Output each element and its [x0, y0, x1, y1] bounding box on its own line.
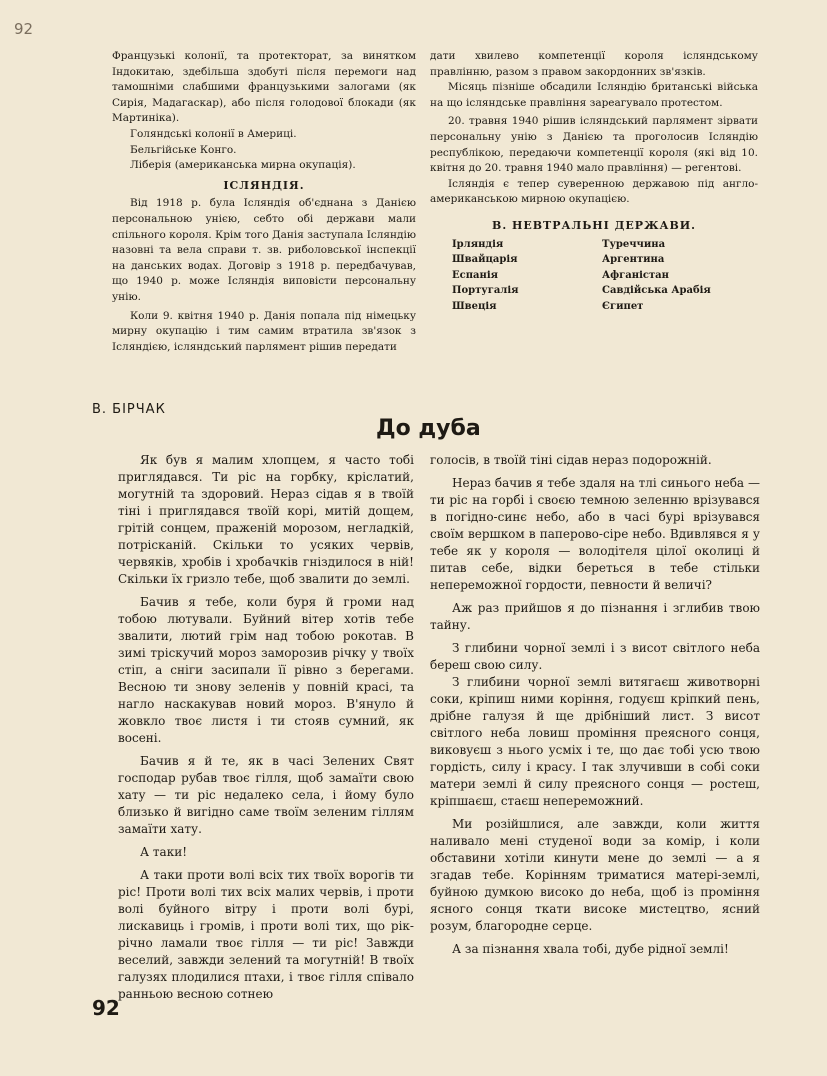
- liberia-line: Ліберія (американська мирна окупація).: [130, 159, 356, 172]
- country-item: Афганістан: [602, 269, 669, 281]
- top-right-column: [430, 49, 758, 315]
- story-paragraph: А таки!: [140, 845, 188, 859]
- iceland-heading: ІСЛЯНДІЯ.: [223, 178, 305, 192]
- story-paragraph: Нераз бачив я тебе здаля на тлі синього неба — ти ріс на горбі і своєю темною зеленню врізувався в погідно-синє небо, або в часі бурі врізувався своїм вершком в паперово-сіре небо. Вдивлявся я у тебе як у короля — володітеля цілої околиці й питав себе, відки береться в тебе стільки непереможної гордости, певности й величі?: [430, 476, 760, 592]
- story-author: В. БІРЧАК: [92, 402, 166, 417]
- neutral-states-heading: В. НЕВТРАЛЬНІ ДЕРЖАВИ.: [492, 218, 696, 232]
- country-item: Еспанія: [452, 269, 499, 281]
- iceland-paragraph-1: Від 1918 р. була Ісляндія об'єднана з Данією персональною унією, себто обі держави мали спільного короля. Крім того Данія заступала Ісляндію назовні та вела справи т. зв. риболовської інспекції на данських водах. Договір з 1918 р. передбачував, що 1940 р. може Ісляндія виповісти персональну унію.: [112, 197, 416, 303]
- page-number: 92: [92, 996, 120, 1020]
- story-paragraph: А за пізнання хвала тобі, дубе рідної землі!: [452, 942, 729, 956]
- story-paragraph: З глибини чорної землі витягаєш животворні соки, кріпиш ними коріння, годуєш кріпкий пень, дрібне галузя й ще дрібніший лист. З висот світлого неба ловиш проміння преясного сонця, виковуєш з нього усміх і те, що дає тобі усю твою гордість, силу і красу. І так злучивши в собі соки матери землі й силу преясного сонця — ростеш, кріпшаєш, стаєш непереможний.: [430, 675, 760, 808]
- country-item: Швеція: [452, 300, 497, 312]
- continued-paragraph: дати хвилево компетенції короля ісляндському правлінню, разом з правом закордонних зв'язків.: [430, 50, 758, 78]
- story-paragraph: Аж раз прийшов я до пізнання і зглибив твою тайну.: [430, 601, 760, 632]
- story-paragraph: Бачив я й те, як в часі Зелених Свят господар рубав твоє гілля, щоб замаїти свою хату — ти ріс недалеко села, і йому було близько й вигідно саме твоїм зеленим гіллям замаїти хату.: [118, 754, 414, 836]
- story-paragraph: А таки проти волі всіх тих твоїх ворогів ти ріс! Проти волі тих всіх малих червів, і проти волі буйного вітру і проти волі бурі, лискавиць і громів, і проти волі тих, що рік-річно ламали твоє гілля — ти ріс! Завжди веселий, завжди зелений та могутній! В твоїх галузях плодилися птахи, і твоє гілля співало ранньою весною сотнею: [118, 868, 414, 1001]
- story-paragraph: Як був я малим хлопцем, я часто тобі приглядався. Ти ріс на горбку, кріслатий, могутній та здоровий. Нераз сідав я в твоїй тіні і приглядався твоїй корі, митій дощем, грітій сонцем, праженій морозом, негладкій, потрісканій. Скільки то усяких червів, червяків, хробів і хробачків гніздилося в ній! Скільки їх гризло тебе, щоб звалити до землі.: [118, 453, 414, 586]
- country-item: Аргентина: [602, 254, 665, 266]
- country-item: Єгипет: [602, 300, 644, 312]
- country-item: Савдійська Арабія: [602, 285, 711, 297]
- story-title: До дуба: [376, 416, 481, 441]
- iceland-paragraph-2: Коли 9. квітня 1940 р. Данія попала під німецьку мирну окупацію і тим самим втратила зв'язок з Ісляндією, ісляндський парлямент рішив передати: [112, 309, 416, 353]
- country-item: Туреччина: [602, 238, 666, 250]
- story-paragraph: Бачив я тебе, коли буря й громи над тобою лютували. Буйний вітер хотів тебе звалити, лютий грім над тобою рокотав. В зимі тріскучий мороз заморозив річку у твоїх стіп, а сніги засипали її рівно з берегами. Весною ти знову зеленів у повній красі, та нагло наскакував новий мороз. В'януло й жовкло твоє листя і ти стояв сумний, як восені.: [118, 595, 414, 745]
- colonies-paragraph: Французькі колонії, та протекторат, за винятком Індокитаю, здебільша здобуті після перемоги над тамошніми слабшими французькими залогами (як Сирія, Мадагаскар), або після голодової блокади (як Мартиніка).: [112, 50, 416, 125]
- republic-paragraph: 20. травня 1940 рішив ісляндський парлямент зірвати персональну унію з Данією та проголосив Ісляндію республікою, передаючи компетенції короля (які від 10. квітня до 20. травня 1940 мало правління) — регентові.: [430, 115, 758, 175]
- story-paragraph: Ми розійшлися, але завжди, коли життя наливало мені студеної води за комір, і коли обставини хотіли кинути мене до землі — а я згадав тебе. Корінням триматися матері-землі, буйною думкою високо до неба, щоб із проміння ясного сонця ткати високе мистецтво, ясний розум, благородне серце.: [430, 817, 760, 933]
- country-item: Ірляндія: [452, 238, 504, 250]
- country-item: Португалія: [452, 285, 519, 297]
- story-right-column: [430, 452, 760, 958]
- pencil-page-mark: 92: [14, 20, 34, 38]
- sovereign-paragraph: Ісляндія є тепер суверенною державою під англо-американською мирною окупацією.: [430, 177, 758, 206]
- story-left-column: [118, 452, 414, 1003]
- belgian-congo-line: Бельгійське Конго.: [130, 143, 237, 156]
- story-paragraph: З глибини чорної землі і з висот світлого неба береш свою силу.: [430, 641, 760, 672]
- netherlands-colonies-line: Голяндські колонії в Америці.: [130, 127, 297, 140]
- country-item: Швайцарія: [452, 254, 518, 266]
- story-paragraph: голосів, в твоїй тіні сідав нераз подорожній.: [430, 453, 712, 467]
- neutral-countries-list: [452, 237, 758, 315]
- british-occupation-paragraph: Місяць пізніше обсадили Ісляндію британські війська на що ісляндське правління зареагувало протестом.: [430, 81, 758, 109]
- top-left-column: [112, 49, 416, 355]
